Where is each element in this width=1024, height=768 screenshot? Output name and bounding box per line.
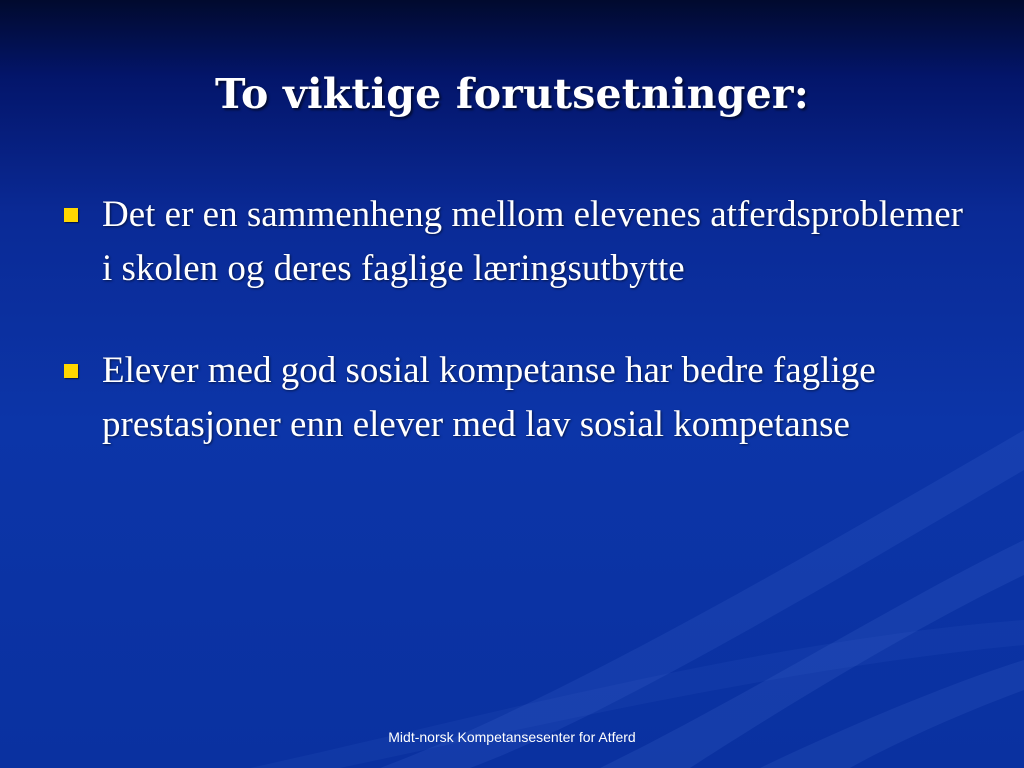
slide-title: To viktige forutsetninger: (214, 70, 810, 118)
slide-footer: Midt-norsk Kompetansesenter for Atferd (388, 729, 636, 745)
square-bullet-icon (64, 208, 78, 222)
bullet-list (60, 188, 980, 500)
square-bullet-icon (64, 364, 78, 378)
bullet-item (60, 344, 980, 452)
bullet-item (60, 188, 980, 296)
bullet-text: Det er en sammenheng mellom elevenes atferdsproblemer i skolen og deres faglige læringsutbytte (102, 194, 963, 289)
bullet-text: Elever med god sosial kompetanse har bedre faglige prestasjoner enn elever med lav sosial kompetanse (102, 350, 876, 445)
